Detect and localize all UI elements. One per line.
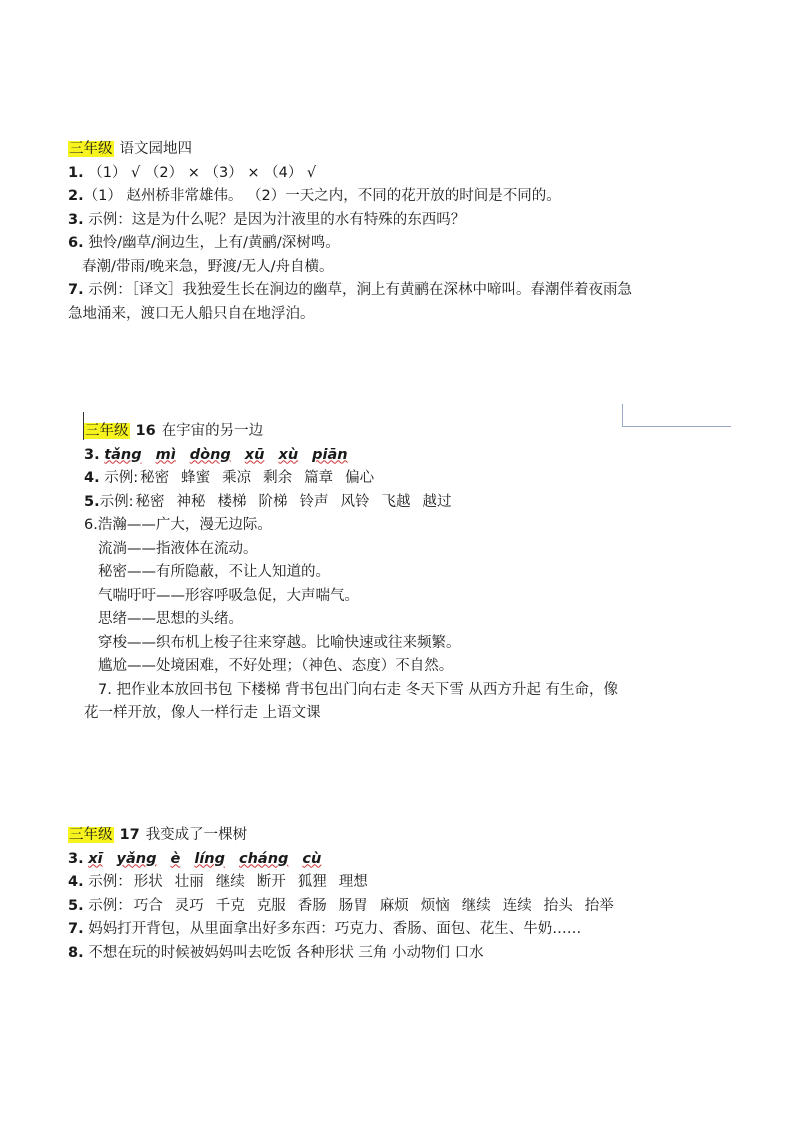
answer-line (68, 209, 758, 233)
item-number: 4. (68, 874, 84, 890)
word: 抬头 (543, 897, 573, 914)
definition-line: 流淌——指液体在流动。 (98, 540, 258, 557)
word: 继续 (215, 874, 245, 890)
item-number: 7. (68, 921, 84, 937)
word: 烦恼 (420, 897, 450, 914)
answer-line: 7. 把作业本放回书包 下楼梯 背书包出门向右走 冬天下雪 从西方升起 有生命，像 (98, 681, 618, 698)
item-number: 3. (84, 446, 100, 463)
word: 楼梯 (217, 493, 247, 510)
word: 蜂蜜 (181, 470, 211, 486)
section-title (68, 824, 758, 848)
word: 秘密 (135, 493, 165, 510)
item-number: 6. (68, 235, 84, 251)
item-number: 4. (84, 470, 100, 486)
section-lesson-16 (84, 420, 774, 726)
example-label: 示例: (104, 470, 139, 486)
answer-text: （1） 赵州桥非常雄伟。 （2）一天之内，不同的花开放的时间是不同的。 (83, 188, 561, 204)
answer-line (68, 895, 758, 919)
word: 千克 (215, 897, 245, 914)
definition-line: 6.浩瀚——广大，漫无边际。 (84, 517, 272, 533)
word: 飞越 (381, 493, 411, 510)
definition-line: 穿梭——织布机上梭子往来穿越。比喻快速或往来频繁。 (98, 634, 461, 651)
answer-text: （1） √ （2） × （3） × （4） √ (88, 164, 317, 181)
pinyin-word: yǎng (116, 850, 157, 867)
lesson-title: 在宇宙的另一边 (161, 423, 264, 439)
item-number: 3. (68, 211, 84, 228)
section-lesson-17 (68, 824, 758, 965)
word: 狐狸 (297, 874, 327, 890)
word: 铃声 (299, 493, 329, 510)
word: 剩余 (263, 470, 293, 486)
word: 麻烦 (379, 897, 409, 914)
answer-text: 春潮/带雨/晚来急，野渡/无人/舟自横。 (82, 258, 334, 275)
lesson-title: 我变成了一棵树 (145, 827, 248, 843)
answer-text: 不想在玩的时候被妈妈叫去吃饭 各种形状 三角 小动物们 口水 (88, 944, 484, 961)
pinyin-word: dòng (189, 446, 231, 463)
word: 篇章 (304, 470, 334, 486)
word: 灵巧 (174, 897, 204, 914)
item-number: 1. (68, 164, 84, 181)
item-number: 5. (84, 493, 100, 510)
example-label: 示例: (99, 493, 134, 510)
definition-line: 气喘吁吁——形容呼吸急促，大声喘气。 (98, 587, 359, 604)
section-yuwen-yuandi-4 (68, 138, 758, 326)
answer-text: 示例：［译文］我独爱生长在涧边的幽草，涧上有黄鹂在深林中啼叫。春潮伴着夜雨急 (88, 282, 632, 298)
pinyin-word: xī (88, 850, 103, 867)
grade-highlight: 三年级 (85, 423, 129, 439)
lesson-number: 17 (119, 827, 140, 843)
answer-text: 急地涌来，渡口无人船只自在地浮泊。 (68, 305, 315, 322)
answer-line (68, 162, 758, 186)
word: 阶梯 (258, 493, 288, 510)
answer-text: 妈妈打开背包，从里面拿出好多东西：巧克力、香肠、面包、花生、牛奶…… (88, 921, 582, 937)
word: 香肠 (297, 897, 327, 914)
definition-line: 尴尬——处境困难，不好处理；（神色、态度）不自然。 (98, 658, 454, 674)
section-title (68, 138, 758, 162)
pinyin-word: mì (155, 446, 176, 463)
word: 形状 (133, 874, 163, 890)
answer-line (68, 256, 758, 280)
word: 风铃 (340, 493, 370, 510)
item-number: 5. (68, 897, 84, 914)
answer-line (84, 467, 774, 491)
word: 连续 (502, 897, 532, 914)
answer-line (68, 185, 758, 209)
item-number: 2. (68, 188, 84, 204)
word: 乘凉 (222, 470, 252, 486)
answer-line (68, 303, 758, 327)
pinyin-word: è (170, 850, 181, 867)
word: 抬举 (584, 897, 614, 914)
definition-line: 思绪——思想的头绪。 (98, 611, 243, 627)
pinyin-word: piān (312, 446, 348, 463)
pinyin-word: xū (244, 446, 265, 463)
answer-line: 花一样开放，像人一样行走 上语文课 (84, 705, 321, 721)
answer-line (68, 871, 758, 895)
pinyin-word: cháng (239, 850, 289, 867)
word: 越过 (422, 493, 452, 510)
word: 巧合 (133, 897, 163, 914)
answer-text: 示例：这是为什么呢？是因为汁液里的水有特殊的东西吗？ (88, 211, 466, 228)
lesson-title: 语文园地四 (119, 141, 192, 157)
item-number: 3. (68, 850, 84, 867)
word: 断开 (256, 874, 286, 890)
lesson-number: 16 (135, 423, 156, 439)
example-label: 示例： (88, 874, 132, 890)
answer-line (68, 942, 758, 966)
definition-line: 秘密——有所隐蔽，不让人知道的。 (98, 564, 330, 580)
item-number: 7. (68, 282, 84, 298)
answer-line (68, 279, 758, 303)
grade-highlight: 三年级 (69, 827, 113, 843)
answer-line (84, 491, 774, 515)
answer-line (68, 918, 758, 942)
answer-line (68, 232, 758, 256)
answer-text: 独怜/幽草/涧边生，上有/黄鹂/深树鸣。 (88, 235, 340, 251)
word: 克服 (256, 897, 286, 914)
pinyin-line (84, 444, 774, 468)
pinyin-word: tǎng (104, 446, 142, 463)
word: 壮丽 (174, 874, 204, 890)
pinyin-word: cù (302, 850, 322, 867)
word: 继续 (461, 897, 491, 914)
example-label: 示例： (88, 897, 132, 914)
word: 神秘 (176, 493, 206, 510)
word: 理想 (338, 874, 368, 890)
word: 秘密 (140, 470, 170, 486)
pinyin-line (68, 848, 758, 872)
item-number: 8. (68, 944, 84, 961)
pinyin-word: líng (194, 850, 225, 867)
word: 肠胃 (338, 897, 368, 914)
word: 偏心 (345, 470, 375, 486)
grade-highlight: 三年级 (69, 141, 113, 157)
section-title (84, 420, 774, 444)
pinyin-word: xù (278, 446, 299, 463)
